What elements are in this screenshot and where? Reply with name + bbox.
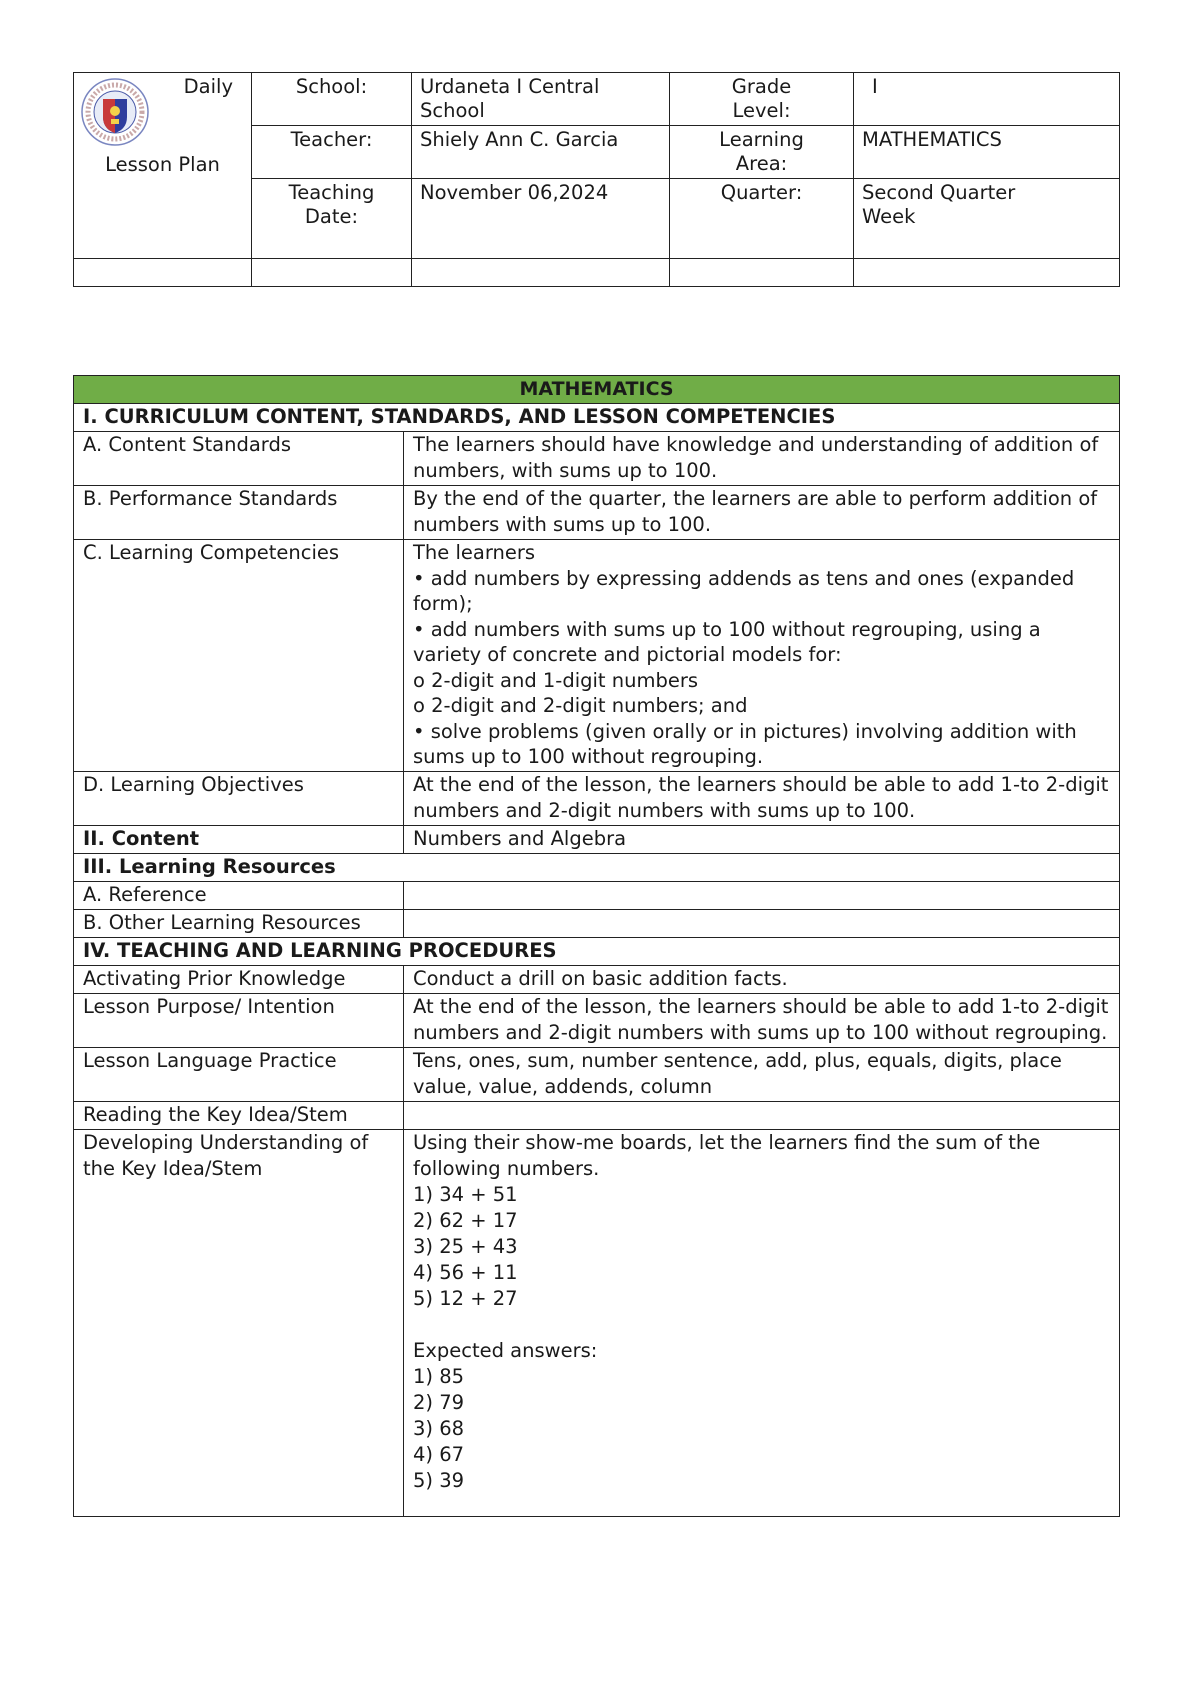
- other-resources-value: [404, 909, 1120, 937]
- quarter-value: Second Quarter Week: [854, 179, 1120, 259]
- prior-knowledge-value: Conduct a drill on basic addition facts.: [404, 965, 1120, 993]
- table-row: [74, 965, 1120, 993]
- answer-item: 4) 67: [413, 1442, 465, 1466]
- header-table: [73, 72, 1120, 287]
- developing-understanding-value: [404, 1129, 1120, 1516]
- blank-cell: [252, 259, 412, 287]
- competency-line: o 2-digit and 2-digit numbers; and: [413, 694, 748, 717]
- section-heading-procedures: IV. TEACHING AND LEARNING PROCEDURES: [74, 937, 1120, 965]
- lesson-purpose-value: At the end of the lesson, the learners should be able to add 1-to 2-digit numbers and 2-digit numbers with sums up to 100 without regrouping.: [404, 993, 1120, 1047]
- answer-item: 5) 39: [413, 1468, 465, 1492]
- table-row: [74, 540, 1120, 772]
- quarter-label: Quarter:: [670, 179, 854, 259]
- lesson-table: [73, 375, 1120, 1517]
- blank-cell: [670, 259, 854, 287]
- section-heading-resources: III. Learning Resources: [74, 853, 1120, 881]
- area-value: MATHEMATICS: [854, 126, 1120, 179]
- reference-value: [404, 881, 1120, 909]
- table-row: [74, 1101, 1120, 1129]
- reading-key-idea-value: [404, 1101, 1120, 1129]
- content-label: II. Content: [74, 825, 404, 853]
- developing-intro: Using their show-me boards, let the learners find the sum of the following numbers.: [413, 1130, 1041, 1180]
- table-row: [74, 881, 1120, 909]
- problem-item: 3) 25 + 43: [413, 1234, 518, 1258]
- reference-label: A. Reference: [74, 881, 404, 909]
- reading-key-idea-label: Reading the Key Idea/Stem: [74, 1101, 404, 1129]
- language-practice-label: Lesson Language Practice: [74, 1047, 404, 1101]
- competency-line: The learners: [413, 541, 536, 564]
- lesson-plan-label: Lesson Plan: [105, 153, 220, 176]
- answers-label: Expected answers:: [413, 1338, 598, 1362]
- date-label: Teaching Date:: [252, 179, 412, 259]
- date-value: November 06,2024: [412, 179, 670, 259]
- section-heading-curriculum: I. CURRICULUM CONTENT, STANDARDS, AND LESSON COMPETENCIES: [74, 404, 1120, 432]
- spacer: [413, 1312, 1110, 1338]
- blank-cell: [854, 259, 1120, 287]
- developing-understanding-label: Developing Understanding of the Key Idea/Stem: [74, 1129, 404, 1516]
- competency-line: • add numbers by expressing addends as tens and ones (expanded form);: [413, 566, 1075, 615]
- content-standards-value: The learners should have knowledge and understanding of addition of numbers, with sums up to 100.: [404, 432, 1120, 486]
- table-row: [74, 1129, 1120, 1516]
- objectives-label: D. Learning Objectives: [74, 771, 404, 825]
- teacher-value: Shiely Ann C. Garcia: [412, 126, 670, 179]
- language-practice-value: Tens, ones, sum, number sentence, add, plus, equals, digits, place value, value, addends, column: [404, 1047, 1120, 1101]
- blank-cell: [74, 259, 252, 287]
- daily-label: Daily: [183, 75, 233, 98]
- school-value: Urdaneta I Central School: [412, 73, 670, 126]
- performance-standards-value: By the end of the quarter, the learners are able to perform addition of numbers with sums up to 100.: [404, 486, 1120, 540]
- prior-knowledge-label: Activating Prior Knowledge: [74, 965, 404, 993]
- answer-item: 1) 85: [413, 1364, 465, 1388]
- competencies-value: [404, 540, 1120, 772]
- content-value: Numbers and Algebra: [404, 825, 1120, 853]
- table-row: [74, 825, 1120, 853]
- other-resources-label: B. Other Learning Resources: [74, 909, 404, 937]
- objectives-value: At the end of the lesson, the learners should be able to add 1-to 2-digit numbers and 2-digit numbers with sums up to 100.: [404, 771, 1120, 825]
- competency-line: • solve problems (given orally or in pictures) involving addition with sums up to 100 without regrouping.: [413, 719, 1077, 768]
- school-label: School:: [252, 73, 412, 126]
- logo-cell: [74, 73, 252, 259]
- competency-line: • add numbers with sums up to 100 without regrouping, using a variety of concrete and pictorial models for:: [413, 617, 1041, 666]
- table-row: [74, 1047, 1120, 1101]
- grade-label: Grade Level:: [670, 73, 854, 126]
- subject-title: MATHEMATICS: [74, 376, 1120, 404]
- content-standards-label: A. Content Standards: [74, 432, 404, 486]
- area-label: Learning Area:: [670, 126, 854, 179]
- deped-seal-icon: [80, 77, 150, 147]
- problem-item: 2) 62 + 17: [413, 1208, 518, 1232]
- table-row: [74, 993, 1120, 1047]
- blank-cell: [412, 259, 670, 287]
- lesson-purpose-label: Lesson Purpose/ Intention: [74, 993, 404, 1047]
- competency-line: o 2-digit and 1-digit numbers: [413, 668, 699, 692]
- problem-item: 1) 34 + 51: [413, 1182, 518, 1206]
- teacher-label: Teacher:: [252, 126, 412, 179]
- grade-value: I: [854, 73, 1120, 126]
- performance-standards-label: B. Performance Standards: [74, 486, 404, 540]
- problem-item: 4) 56 + 11: [413, 1260, 518, 1284]
- problem-item: 5) 12 + 27: [413, 1286, 518, 1310]
- answer-item: 2) 79: [413, 1390, 465, 1414]
- table-row: [74, 909, 1120, 937]
- table-row: [74, 432, 1120, 486]
- competencies-label: C. Learning Competencies: [74, 540, 404, 772]
- table-row: [74, 771, 1120, 825]
- answer-item: 3) 68: [413, 1416, 465, 1440]
- table-row: [74, 486, 1120, 540]
